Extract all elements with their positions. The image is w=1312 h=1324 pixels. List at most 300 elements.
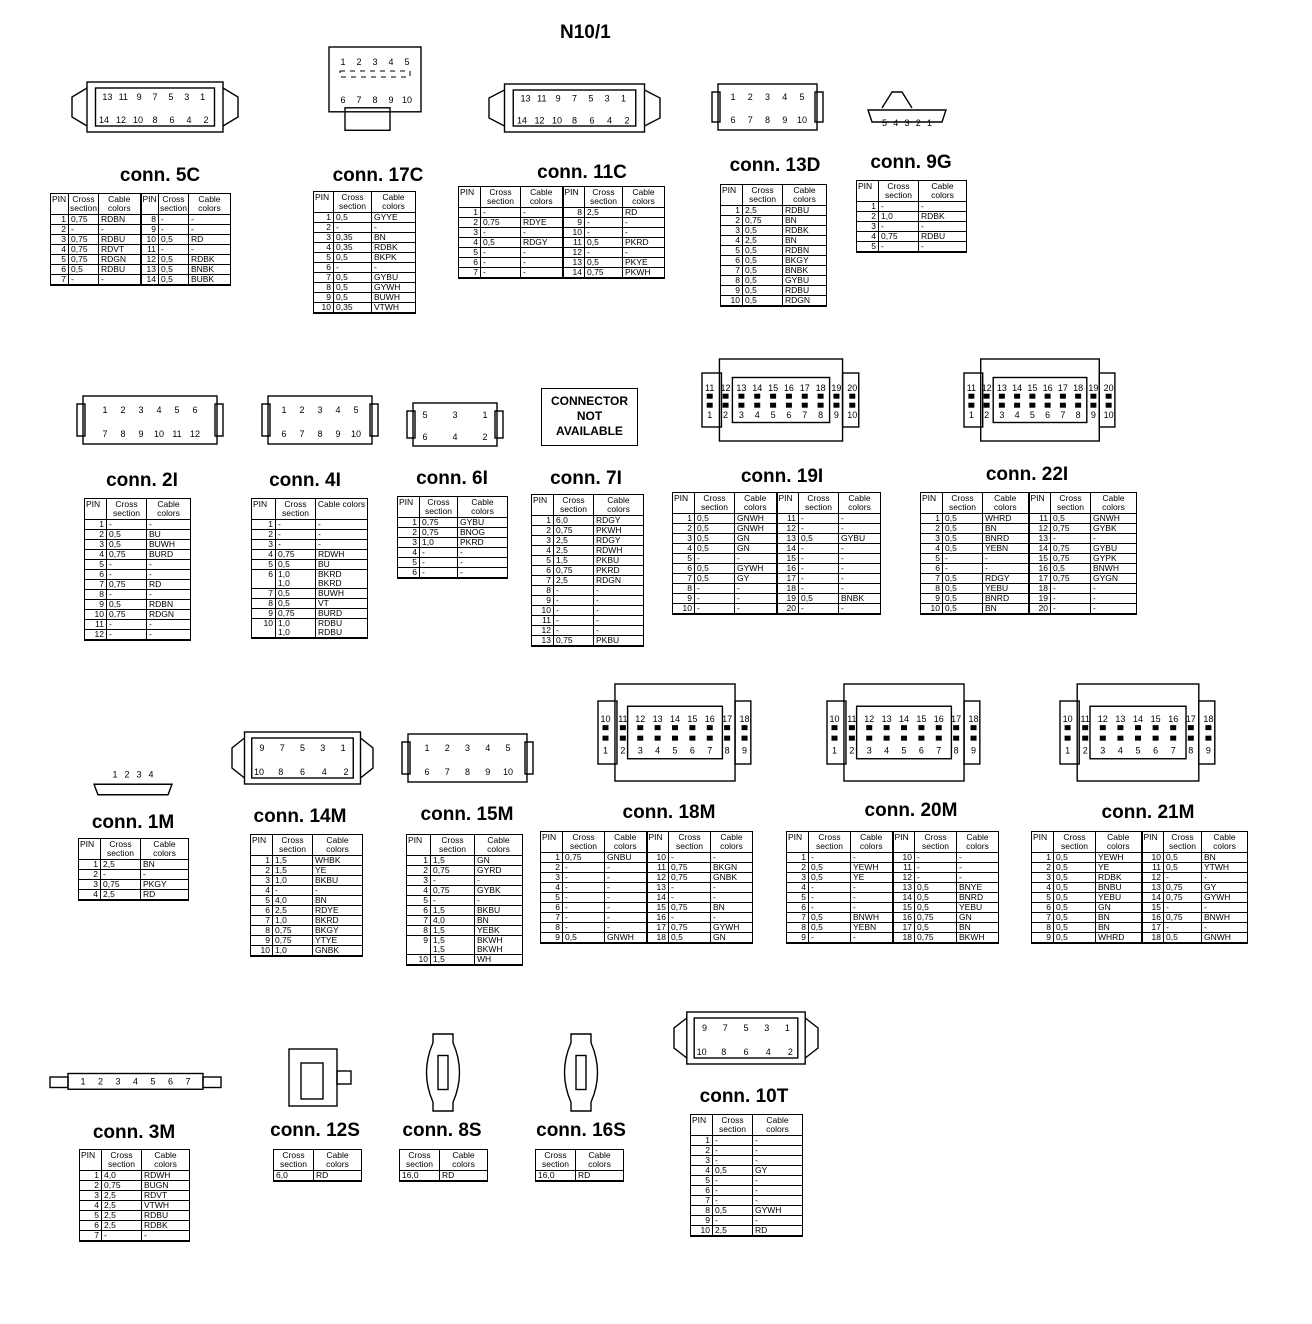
pin-number: 9 — [702, 1022, 708, 1033]
table-row — [787, 923, 999, 933]
table-cell: 7 — [787, 913, 809, 923]
table-cell: 5 — [532, 556, 554, 566]
table-cell: - — [915, 853, 957, 863]
table-cell: - — [554, 616, 594, 626]
table-cell: - — [554, 586, 594, 596]
table-cell: GYGN — [1091, 574, 1137, 584]
pin-socket — [723, 394, 729, 399]
table-cell: GYWH — [753, 1206, 803, 1216]
table-cell: - — [943, 554, 983, 564]
table-cell: PKBU — [594, 556, 644, 566]
pin-number: 19 — [831, 383, 842, 393]
table-cell: GYBU — [1091, 544, 1137, 554]
table-cell: - — [107, 570, 147, 580]
cable-colors-header: Cable colors — [99, 194, 141, 215]
table-cell: 0,5 — [669, 933, 711, 944]
table-cell: 0,5 — [159, 265, 189, 275]
table-cell: BUWH — [316, 589, 368, 599]
table-cell: BN — [1096, 913, 1142, 923]
table-row — [721, 206, 827, 216]
pin-number: 5 — [299, 742, 306, 753]
table-cell: 2 — [532, 526, 554, 536]
pin-number: 6 — [424, 766, 430, 777]
table-cell: 2 — [691, 1146, 713, 1156]
table-cell: 6 — [787, 903, 809, 913]
table-cell: 17 — [777, 574, 799, 584]
table-cell: - — [521, 258, 563, 268]
table-cell: - — [1091, 604, 1137, 615]
pin-socket — [849, 725, 855, 730]
pin-number: 15 — [1150, 714, 1161, 724]
table-cell: 0,5 — [943, 524, 983, 534]
table-cell: 0,5 — [1054, 933, 1096, 944]
table-cell: - — [713, 1156, 753, 1166]
pin-number: 1 — [602, 745, 608, 756]
table-cell: YEBN — [983, 544, 1029, 554]
pin-header: PIN — [79, 839, 101, 860]
pin-socket — [1090, 394, 1096, 399]
table-row — [80, 1171, 190, 1181]
table-cell: - — [799, 604, 839, 615]
table-cell: RDWH — [316, 550, 368, 560]
table-cell: 9 — [407, 936, 431, 955]
table-cell: - — [711, 883, 753, 893]
pin-number: 1 — [707, 410, 713, 420]
table-cell: BKBU — [313, 876, 363, 886]
pin-number: 9 — [259, 742, 265, 753]
table-cell: - — [915, 873, 957, 883]
connector-label-12s: conn. 12S — [270, 1120, 360, 1141]
pin-socket — [1060, 403, 1066, 408]
table-cell: - — [481, 258, 521, 268]
table-cell: 0,75 — [69, 215, 99, 225]
table-row — [787, 893, 999, 903]
table-cell: - — [594, 596, 644, 606]
table-row — [252, 570, 368, 589]
table-cell: 17 — [1142, 923, 1164, 933]
table-cell: 5 — [787, 893, 809, 903]
table-cell: GYBK — [475, 886, 523, 896]
table-row — [1032, 933, 1248, 944]
pin-number: 7 — [299, 428, 305, 439]
pin-number: 17 — [1057, 383, 1068, 393]
connector-drawing-8s — [418, 1030, 468, 1115]
table-cell: 0,5 — [107, 540, 147, 550]
table-cell: 0,75 — [669, 873, 711, 883]
table-cell: 7 — [252, 589, 276, 599]
pin-table-8s — [399, 1149, 488, 1182]
table-row — [721, 256, 827, 266]
table-cell: 2,5 — [101, 890, 141, 901]
table-cell: 1 — [532, 516, 554, 526]
table-cell: GNBK — [313, 946, 363, 957]
pin-header: PIN — [893, 832, 915, 853]
table-cell: - — [420, 568, 458, 579]
table-cell: 0,5 — [1164, 933, 1202, 944]
table-cell: - — [623, 248, 665, 258]
table-cell: - — [919, 202, 967, 212]
pin-number: 13 — [996, 383, 1007, 393]
table-cell: YE — [1096, 863, 1142, 873]
cable-colors-header: Cable colors — [1096, 832, 1142, 853]
pin-number: 4 — [156, 404, 162, 415]
table-cell: 1 — [921, 514, 943, 524]
table-row — [251, 896, 363, 906]
table-row — [314, 293, 416, 303]
table-cell: 0,75 — [554, 636, 594, 647]
table-row — [532, 536, 644, 546]
table-cell: GNWH — [605, 933, 647, 944]
table-row — [80, 1221, 190, 1231]
table-cell: - — [107, 590, 147, 600]
pin-number: 2 — [747, 92, 753, 103]
pin-number: 5 — [881, 118, 888, 128]
table-cell: 5 — [398, 558, 420, 568]
connector-label-14m: conn. 14M — [253, 806, 347, 827]
table-cell: 2 — [721, 216, 743, 226]
table-cell: 16,0 — [400, 1171, 440, 1182]
table-row — [921, 594, 1137, 604]
table-cell: 3 — [398, 538, 420, 548]
table-cell: BNRD — [957, 893, 999, 903]
cross-section-header: Cross section — [101, 839, 141, 860]
table-cell: 0,75 — [481, 218, 521, 228]
table-row — [398, 548, 508, 558]
table-cell: - — [753, 1176, 803, 1186]
pin-socket — [953, 725, 959, 730]
pin-number: 2 — [620, 745, 626, 756]
table-cell: - — [554, 596, 594, 606]
table-row — [787, 933, 999, 944]
table-cell: 0,5 — [743, 256, 783, 266]
table-cell: 0,75 — [585, 268, 623, 279]
table-cell: GNWH — [735, 524, 777, 534]
table-cell: 4,0 — [102, 1171, 142, 1181]
pin-number: 1 — [200, 92, 206, 103]
table-row — [787, 913, 999, 923]
pin-number: 4 — [782, 92, 788, 103]
table-cell: 0,75 — [1051, 524, 1091, 534]
pin-table-5c — [50, 193, 231, 286]
pin-table-header — [691, 1115, 803, 1136]
pin-number: 14 — [1132, 714, 1144, 724]
pin-socket — [754, 403, 760, 408]
table-cell: 3 — [407, 876, 431, 886]
table-cell: - — [957, 873, 999, 883]
cross-section-header: Cross section — [481, 187, 521, 208]
table-cell: - — [1164, 923, 1202, 933]
pin-number: 2 — [915, 118, 921, 128]
connector-label-18m: conn. 18M — [622, 802, 716, 823]
table-cell: - — [713, 1176, 753, 1186]
table-cell: - — [594, 586, 644, 596]
pin-socket — [1045, 394, 1051, 399]
pin-table-19i — [672, 492, 881, 615]
table-cell: RDBK — [1096, 873, 1142, 883]
table-cell: 2 — [459, 218, 481, 228]
table-cell: - — [481, 248, 521, 258]
table-cell: - — [147, 620, 191, 630]
table-cell: 6,0 — [554, 516, 594, 526]
table-cell: - — [1051, 604, 1091, 615]
pin-number: 7 — [152, 92, 158, 103]
pin-table-12s — [273, 1149, 362, 1182]
table-cell: - — [316, 530, 368, 540]
table-cell: 0,5 — [1164, 863, 1202, 873]
pin-number: 2 — [849, 745, 855, 756]
table-row — [251, 886, 363, 896]
pin-socket — [1188, 736, 1194, 741]
pin-socket — [984, 394, 990, 399]
cross-section-header: Cross section — [554, 495, 594, 516]
pin-socket — [707, 403, 713, 408]
table-cell: 8 — [563, 208, 585, 218]
table-cell: - — [915, 863, 957, 873]
pin-number: 2 — [984, 410, 990, 420]
table-cell: 11 — [532, 616, 554, 626]
table-cell: WH — [475, 955, 523, 966]
table-row — [85, 520, 191, 530]
table-cell: 11 — [141, 245, 159, 255]
table-row — [673, 564, 881, 574]
table-row — [1032, 893, 1248, 903]
table-cell: 2 — [251, 866, 273, 876]
table-cell: 13 — [532, 636, 554, 647]
pin-number: 12 — [534, 115, 545, 126]
pin-socket — [1014, 403, 1020, 408]
table-cell: - — [372, 223, 416, 233]
pin-number: 12 — [720, 383, 731, 393]
pin-header: PIN — [252, 499, 276, 520]
pin-socket — [968, 403, 974, 408]
pin-number: 8 — [152, 115, 158, 126]
table-cell: 0,5 — [695, 534, 735, 544]
pin-number: 9 — [742, 745, 748, 756]
table-row — [85, 560, 191, 570]
table-cell: 0,5 — [1054, 883, 1096, 893]
table-row — [407, 936, 523, 955]
table-cell: - — [851, 903, 893, 913]
pin-number: 10 — [1062, 714, 1073, 724]
table-cell: BN — [711, 903, 753, 913]
table-cell: BKPK — [372, 253, 416, 263]
pin-socket — [754, 394, 760, 399]
pin-socket — [1106, 403, 1112, 408]
pin-table-header — [251, 835, 363, 856]
connector-label-22i: conn. 22I — [985, 464, 1069, 485]
pin-number: 1 — [620, 93, 627, 104]
pin-number: 6 — [340, 95, 346, 105]
table-row — [541, 923, 753, 933]
pin-number: 1 — [784, 1022, 790, 1033]
pin-number: 5 — [1135, 745, 1141, 756]
table-cell: - — [563, 923, 605, 933]
pin-number: 8 — [1075, 410, 1081, 420]
pin-number: 2 — [356, 57, 362, 67]
pin-number: 8 — [721, 1046, 727, 1057]
table-row — [251, 926, 363, 936]
table-cell: - — [669, 893, 711, 903]
pin-table-4i — [251, 498, 368, 639]
connector-label-11c: conn. 11C — [537, 162, 627, 183]
table-cell: 0,5 — [1051, 564, 1091, 574]
table-cell: GN — [957, 913, 999, 923]
table-cell: GYBU — [458, 518, 508, 528]
pin-number: 5 — [168, 92, 174, 103]
pin-number: 1 — [831, 745, 837, 756]
table-cell: RDBU — [783, 286, 827, 296]
table-cell: - — [879, 222, 919, 232]
table-cell: - — [669, 853, 711, 863]
table-cell: BUGN — [142, 1181, 190, 1191]
pin-number: 9 — [485, 766, 491, 777]
pin-number: 11 — [1080, 714, 1090, 724]
table-row — [673, 604, 881, 615]
pin-table-header — [787, 832, 999, 853]
table-cell: BN — [313, 896, 363, 906]
table-cell: 1,5 — [273, 866, 313, 876]
table-cell: - — [458, 548, 508, 558]
table-cell: - — [839, 564, 881, 574]
table-cell: 0,5 — [695, 564, 735, 574]
table-cell: 8 — [673, 584, 695, 594]
table-row — [251, 916, 363, 926]
cable-colors-header: Cable colors — [316, 499, 368, 520]
table-cell: 8 — [252, 599, 276, 609]
table-cell: - — [735, 584, 777, 594]
table-cell: 0,5 — [743, 226, 783, 236]
pin-number: 4 — [485, 742, 491, 753]
table-cell: - — [69, 225, 99, 235]
table-cell: - — [735, 594, 777, 604]
table-row — [85, 630, 191, 641]
table-cell: - — [481, 228, 521, 238]
pin-number: 1 — [730, 92, 736, 103]
table-cell: - — [1091, 534, 1137, 544]
connector-drawing-14m — [230, 728, 375, 788]
pin-socket — [738, 394, 744, 399]
pin-number: 2 — [299, 404, 305, 415]
table-cell: 4 — [314, 243, 334, 253]
table-cell: 4 — [1032, 883, 1054, 893]
pin-number: 3 — [136, 769, 142, 780]
table-cell: 1,5 — [431, 926, 475, 936]
pin-number: 5 — [353, 404, 359, 415]
table-row — [532, 576, 644, 586]
table-cell: 3 — [921, 534, 943, 544]
table-cell: 0,75 — [69, 235, 99, 245]
table-cell: YEBN — [851, 923, 893, 933]
table-cell: 4 — [79, 890, 101, 901]
pin-number: 13 — [520, 93, 531, 104]
pin-socket — [1100, 725, 1106, 730]
pin-number: 10 — [796, 115, 808, 126]
table-cell: 6 — [541, 903, 563, 913]
table-cell: 0,5 — [943, 604, 983, 615]
connector-label-2i: conn. 2I — [106, 470, 178, 491]
pin-table-header — [857, 181, 967, 202]
table-cell: 0,5 — [585, 258, 623, 268]
table-cell: BKWH BKWH — [475, 936, 523, 955]
table-cell: - — [594, 616, 644, 626]
table-row — [532, 596, 644, 606]
table-cell: 0,5 — [809, 913, 851, 923]
table-cell: 16 — [893, 913, 915, 923]
connector-drawing-17c — [325, 43, 425, 133]
pin-socket — [901, 736, 907, 741]
pin-number: 5 — [150, 1076, 156, 1087]
pin-socket — [770, 394, 776, 399]
pin-number: 14 — [669, 714, 681, 724]
table-row — [398, 538, 508, 548]
table-cell: - — [809, 893, 851, 903]
table-row — [252, 540, 368, 550]
table-cell: 2 — [857, 212, 879, 222]
pin-socket — [1029, 394, 1035, 399]
table-cell: - — [1091, 594, 1137, 604]
table-row — [532, 636, 644, 647]
table-cell: 0,5 — [743, 266, 783, 276]
table-cell: RDVT — [142, 1191, 190, 1201]
table-cell: 2,5 — [554, 546, 594, 556]
table-cell: 3 — [857, 222, 879, 232]
pin-number: 17 — [722, 714, 733, 724]
table-row — [407, 916, 523, 926]
pin-table-header — [85, 499, 191, 520]
table-row — [691, 1206, 803, 1216]
table-cell: 7 — [407, 916, 431, 926]
table-row — [1032, 863, 1248, 873]
table-cell: - — [753, 1146, 803, 1156]
pin-number: 18 — [1073, 383, 1084, 393]
table-cell: 2 — [1032, 863, 1054, 873]
table-row — [541, 913, 753, 923]
table-cell: - — [839, 554, 881, 564]
table-row — [80, 1181, 190, 1191]
table-cell: - — [839, 524, 881, 534]
table-cell: 1,5 — [273, 856, 313, 866]
table-cell: RDGY — [983, 574, 1029, 584]
table-cell: 11 — [777, 514, 799, 524]
table-row — [459, 208, 665, 218]
table-cell: 12 — [85, 630, 107, 641]
pin-socket — [672, 725, 678, 730]
pin-number: 3 — [738, 410, 744, 420]
pin-number: 11 — [172, 428, 182, 439]
pin-table-header — [314, 192, 416, 213]
table-cell: 20 — [1029, 604, 1051, 615]
table-row — [921, 514, 1137, 524]
pin-number: 16 — [1168, 714, 1179, 724]
pin-socket — [833, 403, 839, 408]
pin-socket — [707, 725, 713, 730]
table-cell: BUBK — [188, 275, 230, 286]
table-row — [673, 534, 881, 544]
table-row — [921, 574, 1137, 584]
table-cell: BU — [316, 560, 368, 570]
cable-colors-header: Cable colors — [1202, 832, 1248, 853]
table-cell: BKRD BKRD — [316, 570, 368, 589]
table-row — [252, 609, 368, 619]
table-cell: 2,5 — [585, 208, 623, 218]
table-cell: - — [1202, 903, 1248, 913]
table-cell: 0,75 — [669, 863, 711, 873]
pin-number: 10 — [253, 766, 265, 777]
table-cell: RD — [623, 208, 665, 218]
table-cell: - — [605, 883, 647, 893]
table-cell: PKGY — [141, 880, 189, 890]
table-cell: BNRD — [983, 594, 1029, 604]
